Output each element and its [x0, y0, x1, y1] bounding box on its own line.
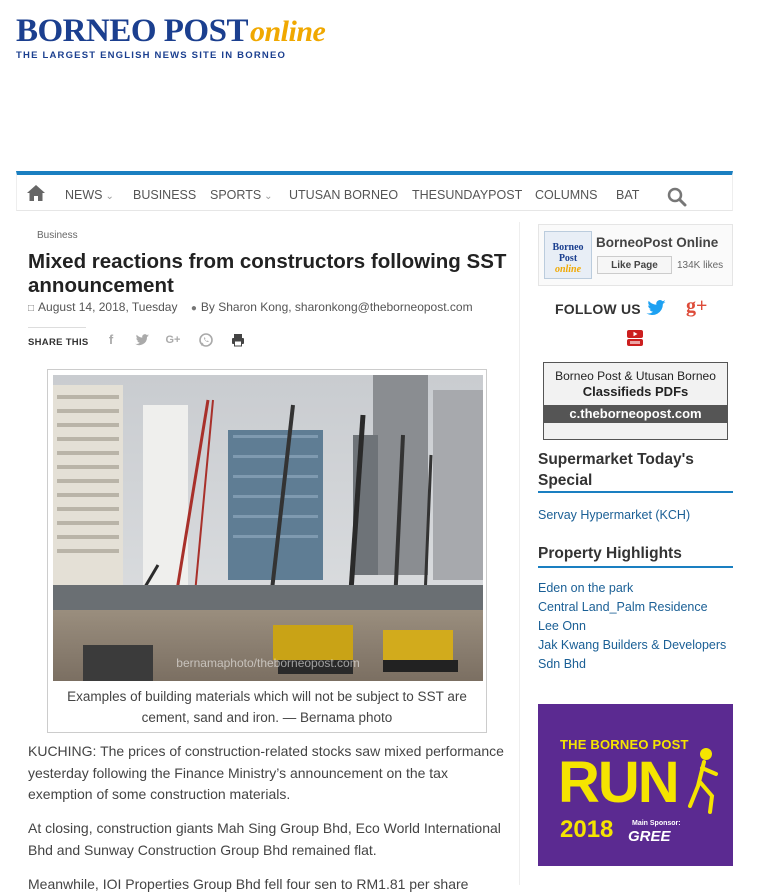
classifieds-banner[interactable] — [543, 362, 728, 440]
facebook-page-widget — [538, 224, 733, 286]
borneo-post-run-ad[interactable] — [538, 704, 733, 866]
runner-icon — [686, 746, 722, 816]
run-ad-sponsor-label: Main Sponsor: — [632, 820, 681, 827]
article-paragraph: KUCHING: The prices of construction-related stocks saw mixed performance yesterday following the Finance Ministry’s announcement on the tax exemption of some construction materials. — [28, 743, 504, 802]
run-ad-year: 2018 — [560, 816, 614, 843]
nav-item-sports[interactable]: SPORTS ⌄ — [210, 188, 273, 202]
home-icon[interactable] — [26, 184, 46, 202]
chevron-down-icon: ⌄ — [264, 191, 273, 202]
fb-like-button[interactable]: Like Page — [597, 256, 672, 274]
whatsapp-icon[interactable] — [198, 332, 214, 348]
property-link[interactable]: Sdn Bhd — [538, 657, 586, 671]
share-divider — [28, 327, 86, 328]
logo-tagline: THE LARGEST ENGLISH NEWS SITE IN BORNEO — [16, 50, 287, 61]
article-meta — [28, 300, 473, 314]
category-link[interactable]: Business — [37, 230, 78, 241]
property-link[interactable]: Lee Onn — [538, 619, 586, 633]
search-icon[interactable] — [667, 187, 687, 207]
share-label: SHARE THIS — [28, 337, 89, 348]
print-icon[interactable] — [230, 332, 246, 348]
twitter-icon[interactable] — [134, 332, 150, 348]
article-title: Mixed reactions from constructors following SST announcement — [28, 250, 507, 297]
widget-divider — [538, 491, 733, 493]
facebook-icon[interactable]: f — [108, 332, 114, 347]
nav-item-thesundaypost[interactable]: THESUNDAYPOST — [412, 188, 523, 202]
follow-us-label: FOLLOW US — [555, 301, 641, 317]
sidebar-divider — [519, 222, 520, 885]
article-paragraph: At closing, construction giants Mah Sing Group Bhd, Eco World International Bhd and Sunway Construction Group Bhd remained flat. — [28, 820, 501, 858]
widget-divider — [538, 566, 733, 568]
site-logo[interactable] — [16, 13, 326, 61]
supermarket-widget-title: Supermarket Today's Special — [538, 451, 694, 489]
twitter-icon[interactable] — [645, 297, 667, 319]
classifieds-url: c.theborneopost.com — [544, 405, 727, 423]
nav-item-business[interactable]: BUSINESS — [133, 188, 197, 202]
classifieds-line1: Borneo Post & Utusan Borneo — [555, 369, 716, 383]
fb-page-avatar[interactable]: Borneo Post online — [544, 231, 592, 279]
nav-item-news[interactable]: NEWS ⌄ — [65, 188, 114, 202]
sponsor-logo: GREE — [628, 828, 671, 845]
google-plus-icon[interactable]: G+ — [165, 334, 181, 346]
photo-watermark: bernamaphoto/theborneopost.com — [176, 656, 360, 670]
article-paragraph: Meanwhile, IOI Properties Group Bhd fell four sen to RM1.81 per share — [28, 876, 469, 892]
figure-caption: Examples of building materials which will not be subject to SST are cement, sand and iron. — Bernama photo — [67, 689, 467, 725]
nav-item-columns[interactable]: COLUMNS — [535, 188, 598, 202]
calendar-icon: □ — [28, 303, 35, 314]
property-link[interactable]: Jak Kwang Builders & Developers — [538, 638, 727, 652]
property-widget-title: Property Highlights — [538, 545, 682, 562]
article-photo[interactable] — [53, 375, 483, 681]
run-ad-heading: THE BORNEO POST — [560, 737, 689, 752]
youtube-icon[interactable] — [624, 327, 646, 349]
fb-page-name[interactable]: BorneoPost Online — [596, 235, 719, 250]
logo-wordmark: BORNEO POSTonline — [16, 13, 326, 49]
main-nav — [16, 171, 733, 211]
google-plus-icon[interactable]: g+ — [686, 295, 708, 317]
article-author[interactable]: By Sharon Kong, sharonkong@theborneopost.com — [200, 300, 473, 314]
chevron-down-icon: ⌄ — [105, 191, 114, 202]
user-icon: ● — [190, 303, 197, 314]
nav-item-utusan-borneo[interactable]: UTUSAN BORNEO — [289, 188, 399, 202]
property-link[interactable]: Central Land_Palm Residence — [538, 600, 708, 614]
fb-like-count: 134K likes — [677, 260, 724, 271]
classifieds-line2: Classifieds PDFs — [582, 384, 689, 399]
article-date[interactable]: August 14, 2018, Tuesday — [38, 300, 178, 314]
run-ad-title: RUN — [558, 750, 678, 815]
supermarket-link[interactable]: Servay Hypermarket (KCH) — [538, 508, 691, 522]
nav-item-bat[interactable]: BAT — [616, 188, 640, 202]
article-figure — [47, 369, 487, 733]
property-link[interactable]: Eden on the park — [538, 581, 634, 595]
